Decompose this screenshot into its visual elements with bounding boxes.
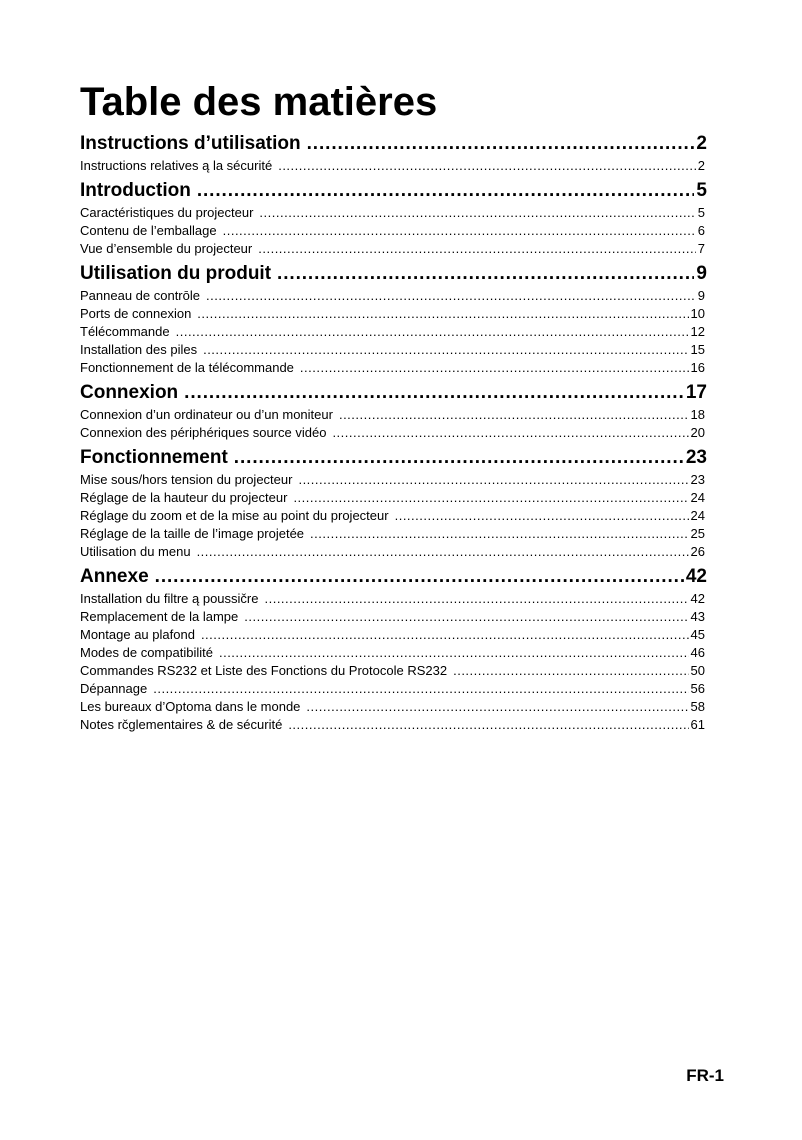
dot-leader: [184, 380, 684, 406]
toc-entry[interactable]: [80, 424, 707, 442]
toc-entry-page: 24: [690, 490, 705, 505]
toc-section-page: 9: [696, 263, 707, 284]
dot-leader: [277, 261, 694, 287]
toc-entry[interactable]: [80, 543, 707, 561]
toc-entry-page: 56: [690, 681, 705, 696]
toc-entry-title: Installation du filtre ą poussičre: [80, 591, 259, 606]
dot-leader: [219, 644, 689, 662]
toc-entry-title: Utilisation du menu: [80, 544, 191, 559]
toc-section-title: Instructions d’utilisation: [80, 133, 301, 154]
toc-entry-page: 15: [690, 342, 705, 357]
toc-entry[interactable]: [80, 287, 707, 305]
toc-entry[interactable]: [80, 359, 707, 377]
toc-entry-page: 18: [690, 407, 705, 422]
toc-entry-page: 16: [690, 360, 705, 375]
dot-leader: [293, 489, 688, 507]
toc-entry-page: 12: [690, 324, 705, 339]
toc-entry[interactable]: [80, 680, 707, 698]
toc-entry-title: Fonctionnement de la télécommande: [80, 360, 294, 375]
dot-leader: [288, 716, 688, 734]
dot-leader: [201, 626, 689, 644]
toc-entry-page: 25: [690, 526, 705, 541]
dot-leader: [234, 445, 684, 471]
toc-entry-title: Notes rčglementaires & de sécurité: [80, 717, 283, 732]
toc-entry-title: Montage au plafond: [80, 627, 195, 642]
toc-entry-page: 24: [690, 508, 705, 523]
toc-entry-page: 26: [690, 544, 705, 559]
toc-entry-page: 10: [690, 306, 705, 321]
dot-leader: [453, 662, 688, 680]
dot-leader: [155, 564, 684, 590]
dot-leader: [197, 543, 689, 561]
toc-entry[interactable]: [80, 716, 707, 734]
dot-leader: [300, 359, 689, 377]
toc-entry-title: Instructions relatives ą la sécurité: [80, 158, 273, 173]
dot-leader: [339, 406, 689, 424]
toc-entry[interactable]: [80, 240, 707, 258]
dot-leader: [306, 698, 688, 716]
toc-entry-title: Réglage du zoom et de la mise au point du projecteur: [80, 508, 389, 523]
toc-entry-title: Remplacement de la lampe: [80, 609, 239, 624]
toc-entry[interactable]: [80, 644, 707, 662]
dot-leader: [264, 590, 688, 608]
toc-entry[interactable]: [80, 489, 707, 507]
toc-section-fonctionnement[interactable]: [80, 445, 707, 471]
toc-section-connexion[interactable]: [80, 380, 707, 406]
dot-leader: [259, 204, 695, 222]
toc-entry-title: Contenu de l’emballage: [80, 223, 217, 238]
toc-entry[interactable]: [80, 507, 707, 525]
table-of-contents: [80, 128, 707, 734]
toc-entry-title: Installation des piles: [80, 342, 198, 357]
toc-entry[interactable]: [80, 525, 707, 543]
toc-entry[interactable]: [80, 698, 707, 716]
toc-entry-title: Les bureaux d’Optoma dans le monde: [80, 699, 301, 714]
toc-entry[interactable]: [80, 626, 707, 644]
dot-leader: [197, 178, 695, 204]
toc-entry-page: 42: [690, 591, 705, 606]
toc-entry-title: Ports de connexion: [80, 306, 192, 321]
toc-entry-page: 50: [690, 663, 705, 678]
dot-leader: [153, 680, 688, 698]
toc-entry-page: 45: [690, 627, 705, 642]
toc-entry[interactable]: [80, 341, 707, 359]
toc-entry-page: 43: [690, 609, 705, 624]
toc-entry[interactable]: [80, 608, 707, 626]
dot-leader: [298, 471, 688, 489]
toc-entry-page: 2: [697, 158, 705, 173]
toc-entry[interactable]: [80, 204, 707, 222]
toc-section-introduction[interactable]: [80, 178, 707, 204]
toc-entry-title: Mise sous/hors tension du projecteur: [80, 472, 293, 487]
toc-entry-title: Télécommande: [80, 324, 170, 339]
toc-section-page: 5: [696, 180, 707, 201]
toc-entry-title: Connexion d’un ordinateur ou d’un moniteur: [80, 407, 333, 422]
dot-leader: [223, 222, 696, 240]
toc-section-title: Introduction: [80, 180, 191, 201]
toc-section-page: 42: [685, 566, 707, 587]
toc-entry-title: Dépannage: [80, 681, 148, 696]
toc-entry-title: Modes de compatibilité: [80, 645, 213, 660]
dot-leader: [278, 157, 696, 175]
dot-leader: [203, 341, 688, 359]
toc-section-instructions[interactable]: [80, 131, 707, 157]
toc-entry-page: 5: [697, 205, 705, 220]
toc-entry-page: 58: [690, 699, 705, 714]
dot-leader: [197, 305, 688, 323]
toc-section-annexe[interactable]: [80, 564, 707, 590]
toc-entry[interactable]: [80, 590, 707, 608]
page-number: FR-1: [686, 1066, 724, 1085]
dot-leader: [244, 608, 688, 626]
toc-section-utilisation[interactable]: [80, 261, 707, 287]
toc-entry[interactable]: [80, 222, 707, 240]
toc-entry-title: Commandes RS232 et Liste des Fonctions du Protocole RS232: [80, 663, 448, 678]
toc-entry-page: 23: [690, 472, 705, 487]
dot-leader: [395, 507, 689, 525]
toc-entry-title: Caractéristiques du projecteur: [80, 205, 254, 220]
toc-section-title: Utilisation du produit: [80, 263, 272, 284]
toc-section-title: Annexe: [80, 566, 149, 587]
toc-entry-page: 46: [690, 645, 705, 660]
toc-entry-page: 9: [697, 288, 705, 303]
page-title: Table des matières: [80, 80, 438, 124]
dot-leader: [258, 240, 696, 258]
toc-entry-title: Vue d’ensemble du projecteur: [80, 241, 253, 256]
toc-entry[interactable]: [80, 662, 707, 680]
toc-entry[interactable]: [80, 305, 707, 323]
toc-section-page: 17: [685, 382, 707, 403]
dot-leader: [307, 131, 695, 157]
toc-entry-page: 61: [690, 717, 705, 732]
toc-entry-title: Réglage de la taille de l’image projetée: [80, 526, 305, 541]
toc-entry-page: 7: [697, 241, 705, 256]
dot-leader: [310, 525, 688, 543]
dot-leader: [206, 287, 696, 305]
toc-entry[interactable]: [80, 323, 707, 341]
toc-entry-title: Panneau de contrōle: [80, 288, 200, 303]
toc-section-page: 23: [685, 447, 707, 468]
toc-entry[interactable]: [80, 406, 707, 424]
dot-leader: [176, 323, 689, 341]
dot-leader: [332, 424, 688, 442]
toc-section-title: Fonctionnement: [80, 447, 228, 468]
toc-section-title: Connexion: [80, 382, 179, 403]
toc-entry[interactable]: [80, 471, 707, 489]
toc-entry-title: Connexion des périphériques source vidéo: [80, 425, 327, 440]
toc-entry-title: Réglage de la hauteur du projecteur: [80, 490, 288, 505]
toc-section-page: 2: [696, 133, 707, 154]
toc-entry-page: 6: [697, 223, 705, 238]
toc-entry-page: 20: [690, 425, 705, 440]
toc-entry[interactable]: [80, 157, 707, 175]
